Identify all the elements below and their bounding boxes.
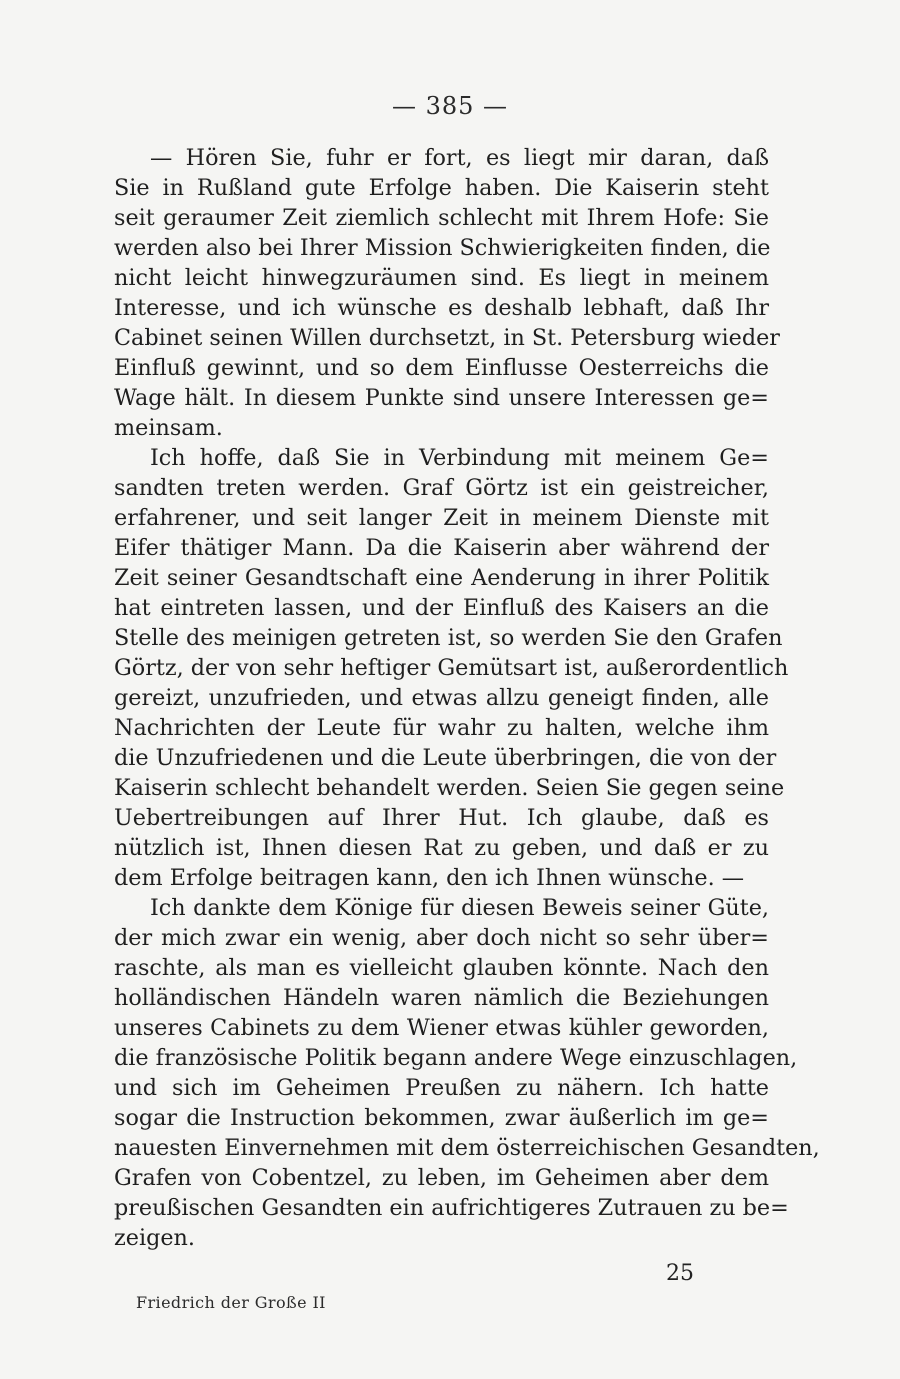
page-number-header: — 385 — bbox=[391, 92, 509, 120]
text-line: Zeit seiner Gesandtschaft eine Aenderung in ihrer Politik bbox=[114, 565, 769, 591]
text-line: Uebertreibungen auf Ihrer Hut. Ich glaube, daß es bbox=[114, 805, 769, 831]
text-line: werden also bei Ihrer Mission Schwierigkeiten finden, die bbox=[114, 235, 771, 261]
text-line: unseres Cabinets zu dem Wiener etwas kühler geworden, bbox=[114, 1015, 769, 1041]
text-line: meinsam. bbox=[114, 415, 223, 441]
text-line: Ich hoffe, daß Sie in Verbindung mit meinem Ge= bbox=[150, 445, 769, 471]
text-line: nützlich ist, Ihnen diesen Rat zu geben, und daß er zu bbox=[114, 835, 769, 861]
text-line: die französische Politik begann andere Wege einzuschlagen, bbox=[114, 1045, 798, 1071]
text-line: zeigen. bbox=[114, 1225, 195, 1251]
signature-footer: Friedrich der Große II bbox=[136, 1293, 326, 1312]
text-line: Einfluß gewinnt, und so dem Einflusse Oesterreichs die bbox=[114, 355, 769, 381]
text-line: Sie in Rußland gute Erfolge haben. Die Kaiserin steht bbox=[114, 175, 769, 201]
text-line: die Unzufriedenen und die Leute überbringen, die von der bbox=[114, 745, 777, 771]
text-line: nauesten Einvernehmen mit dem österreichischen Gesandten, bbox=[114, 1135, 820, 1161]
text-line: preußischen Gesandten ein aufrichtigeres Zutrauen zu be= bbox=[114, 1195, 789, 1221]
text-line: dem Erfolge beitragen kann, den ich Ihnen wünsche. — bbox=[114, 865, 745, 891]
body-text bbox=[114, 143, 820, 1253]
signature-mark: 25 bbox=[666, 1261, 694, 1286]
text-line: Nachrichten der Leute für wahr zu halten, welche ihm bbox=[114, 715, 769, 741]
text-line: — Hören Sie, fuhr er fort, es liegt mir daran, daß bbox=[150, 145, 769, 171]
text-line: Ich dankte dem Könige für diesen Beweis seiner Güte, bbox=[150, 895, 769, 921]
text-line: Eifer thätiger Mann. Da die Kaiserin aber während der bbox=[114, 535, 769, 561]
text-line: gereizt, unzufrieden, und etwas allzu geneigt finden, alle bbox=[114, 685, 769, 711]
text-line: hat eintreten lassen, und der Einfluß des Kaisers an die bbox=[114, 595, 769, 621]
text-line: Görtz, der von sehr heftiger Gemütsart ist, außerordentlich bbox=[114, 655, 789, 681]
text-line: sogar die Instruction bekommen, zwar äußerlich im ge= bbox=[114, 1105, 769, 1131]
text-line: Stelle des meinigen getreten ist, so werden Sie den Grafen bbox=[114, 625, 783, 651]
text-line: der mich zwar ein wenig, aber doch nicht so sehr über= bbox=[114, 925, 769, 951]
text-line: erfahrener, und seit langer Zeit in meinem Dienste mit bbox=[114, 505, 769, 531]
text-line: raschte, als man es vielleicht glauben könnte. Nach den bbox=[114, 955, 769, 981]
text-line: Wage hält. In diesem Punkte sind unsere Interessen ge= bbox=[114, 385, 769, 411]
text-line: und sich im Geheimen Preußen zu nähern. Ich hatte bbox=[114, 1075, 769, 1101]
text-line: sandten treten werden. Graf Görtz ist ein geistreicher, bbox=[114, 475, 769, 501]
text-line: Cabinet seinen Willen durchsetzt, in St. Petersburg wieder bbox=[114, 325, 780, 351]
text-line: Kaiserin schlecht behandelt werden. Seien Sie gegen seine bbox=[114, 775, 785, 801]
text-line: holländischen Händeln waren nämlich die Beziehungen bbox=[114, 985, 769, 1011]
text-line: Interesse, und ich wünsche es deshalb lebhaft, daß Ihr bbox=[114, 295, 769, 321]
text-line: seit geraumer Zeit ziemlich schlecht mit Ihrem Hofe: Sie bbox=[114, 205, 769, 231]
text-line: Grafen von Cobentzel, zu leben, im Geheimen aber dem bbox=[114, 1165, 769, 1191]
text-line: nicht leicht hinwegzuräumen sind. Es liegt in meinem bbox=[114, 265, 769, 291]
